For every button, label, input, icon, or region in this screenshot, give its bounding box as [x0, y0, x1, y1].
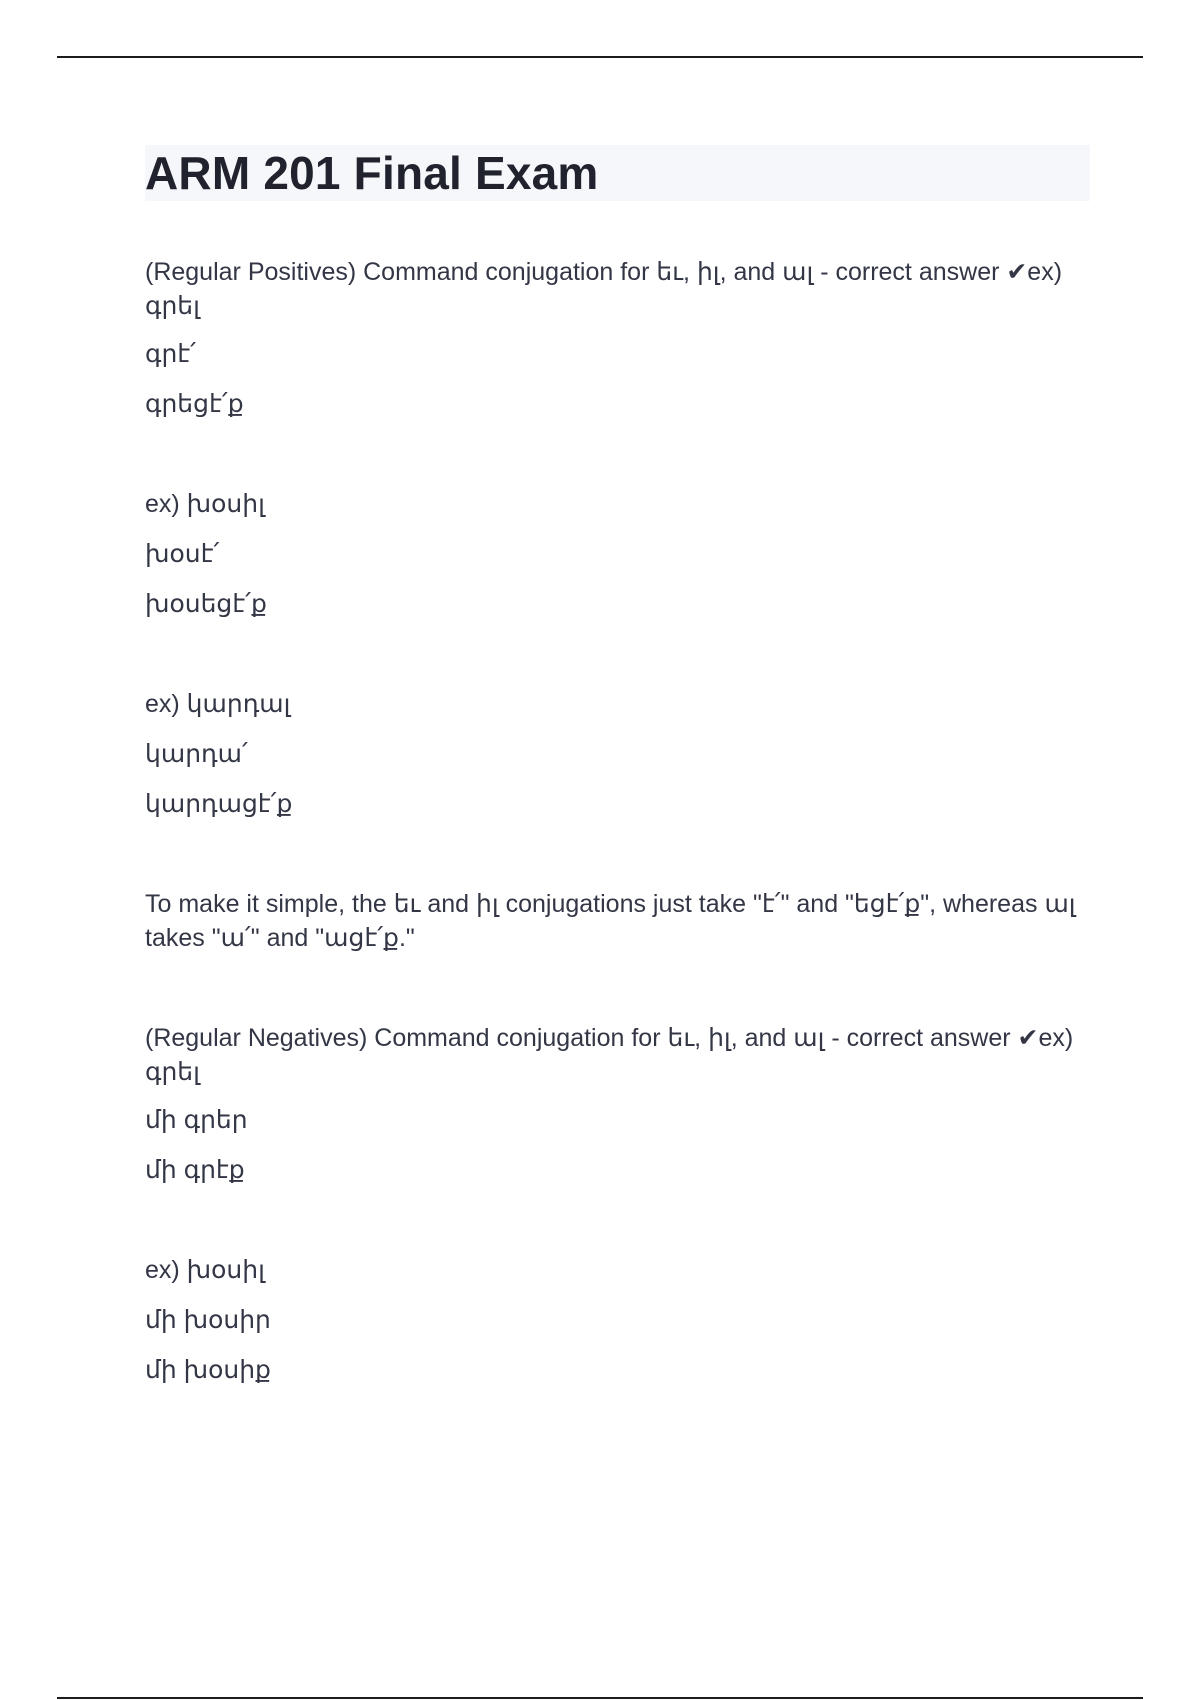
page-title: ARM 201 Final Exam: [145, 147, 599, 199]
answer-block: [145, 1103, 1090, 1387]
answer-line: մի գրեր: [145, 1106, 248, 1134]
answer-line: գրեցէ՛ք: [145, 390, 244, 418]
question-text: (Regular Negatives) Command conjugation for եւ, իլ, and ալ - correct answer ✔ex) գրել: [145, 1024, 1074, 1086]
spacer: [145, 1187, 1090, 1253]
answer-line: մի խօսիք: [145, 1356, 271, 1384]
qa-item-negatives: [145, 1021, 1090, 1387]
spacer: [145, 621, 1090, 687]
answer-line: ex) խօսիլ: [145, 490, 265, 518]
answer-line: կարդա՛: [145, 740, 248, 768]
top-rule: [57, 56, 1143, 58]
answer-line: կարդացէ՛ք: [145, 790, 293, 818]
answer-line: ex) խօսիլ: [145, 1256, 265, 1284]
spacer: [145, 421, 1090, 487]
answer-block: [145, 337, 1090, 955]
question-text: (Regular Positives) Command conjugation for եւ, իլ, and ալ - correct answer ✔ex) գրել: [145, 258, 1063, 320]
answer-line: ex) կարդալ: [145, 690, 291, 718]
answer-line: խօսէ՛: [145, 540, 220, 568]
document-body: [145, 145, 1090, 1387]
answer-line: մի խօսիր: [145, 1306, 271, 1334]
bottom-rule: [57, 1697, 1143, 1699]
spacer: [145, 821, 1090, 887]
title-band: [145, 145, 1090, 201]
answer-line: գրէ՛: [145, 340, 197, 368]
qa-item-positives: [145, 255, 1090, 955]
answer-line: խօսեցէ՛ք: [145, 590, 267, 618]
answer-line: մի գրէք: [145, 1156, 245, 1184]
answer-note: To make it simple, the եւ and իլ conjugations just take "է՛" and "եցէ՛ք", whereas ալ takes "ա՛" and "ացէ՛ք.": [145, 890, 1076, 952]
